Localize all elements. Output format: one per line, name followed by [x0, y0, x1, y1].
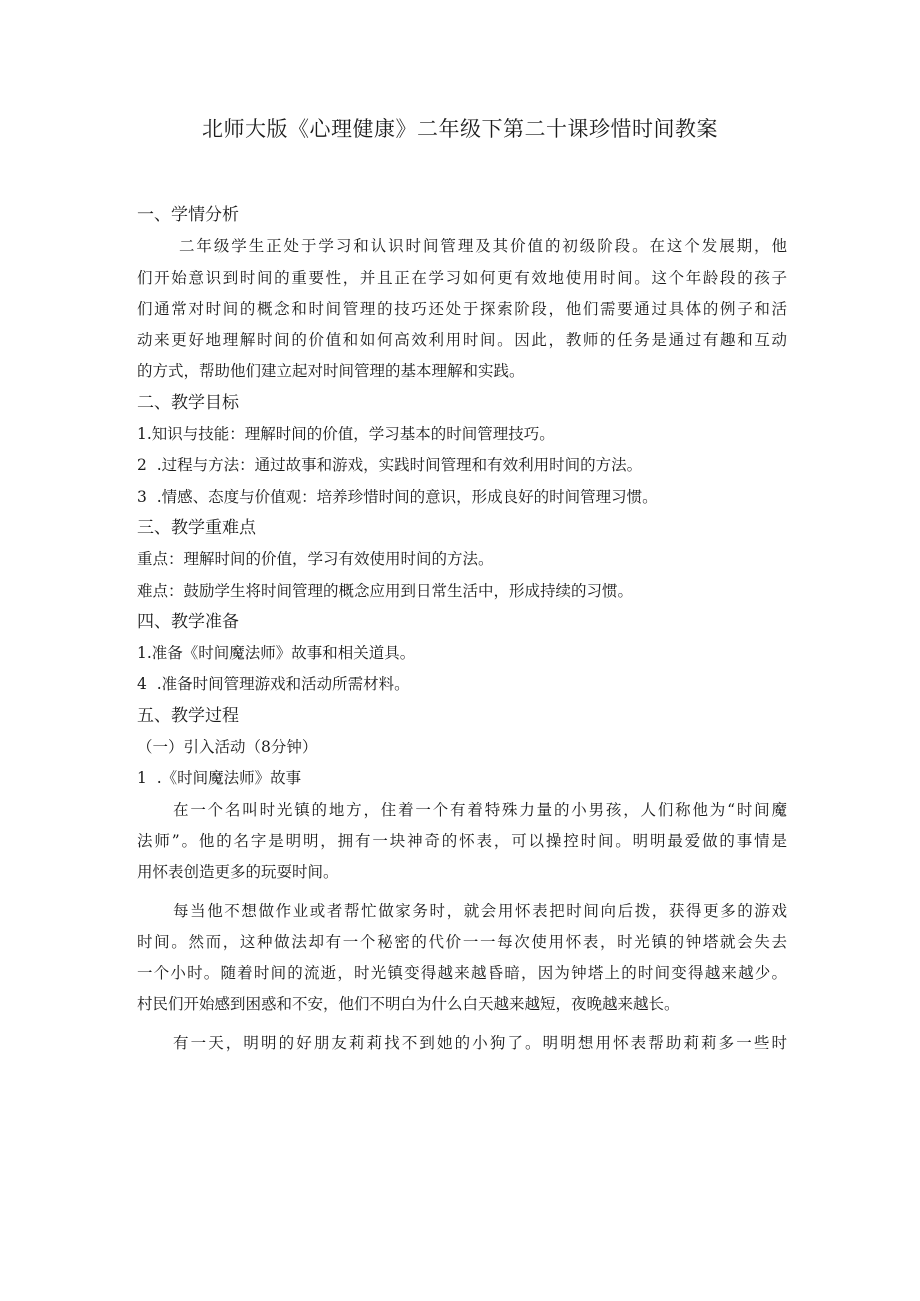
paragraph-line: 时间。然而，这种做法却有一个秘密的代价一一每次使用怀表，时光镇的钟塔就会失去	[137, 932, 787, 951]
story-paragraph-3	[137, 1028, 787, 1059]
analysis-paragraph	[137, 231, 787, 387]
section-heading-analysis: 一、学情分析	[137, 205, 239, 225]
objective-item: 3 .情感、态度与价值观：培养珍惜时间的意识，形成良好的时间管理习惯。	[137, 487, 658, 506]
paragraph-line: 们开始意识到时间的重要性，并且正在学习如何更有效地使用时间。这个年龄段的孩子	[137, 268, 787, 287]
paragraph-line: 在一个名叫时光镇的地方，住着一个有着特殊力量的小男孩，人们称他为“时间魔	[173, 800, 787, 819]
section-heading-process: 五、教学过程	[137, 705, 239, 726]
preparation-item: 4 .准备时间管理游戏和活动所需材料。	[137, 675, 410, 694]
paragraph-line: 一个小时。随着时间的流逝，时光镇变得越来越昏暗，因为钟塔上的时间变得越来越少。	[137, 964, 787, 983]
paragraph-line: 每当他不想做作业或者帮忙做家务时，就会用怀表把时间向后拨，获得更多的游戏	[173, 901, 787, 920]
objective-item: 1.知识与技能：理解时间的价值，学习基本的时间管理技巧。	[137, 425, 555, 444]
paragraph-line: 法师”。他的名字是明明，拥有一块神奇的怀表，可以操控时间。明明最爱做的事情是	[137, 831, 787, 850]
paragraph-line: 二年级学生正处于学习和认识时间管理及其价值的初级阶段。在这个发展期，他	[179, 237, 787, 256]
paragraph-line: 们通常对时间的概念和时间管理的技巧还处于探索阶段，他们需要通过具体的例子和活	[137, 299, 787, 318]
difficult-point-item: 难点：鼓励学生将时间管理的概念应用到日常生活中，形成持续的习惯。	[137, 581, 634, 600]
key-point-item: 重点：理解时间的价值，学习有效使用时间的方法。	[137, 550, 494, 569]
section-heading-key-points: 三、教学重难点	[137, 517, 256, 538]
story-paragraph-1	[137, 795, 787, 889]
subsection-heading-intro: （一）引入活动（8分钟）	[137, 738, 318, 757]
document-body	[137, 200, 787, 1059]
section-heading-objectives: 二、教学目标	[137, 392, 239, 413]
preparation-item: 1.准备《时间魔法师》故事和相关道具。	[137, 644, 416, 663]
paragraph-line: 动来更好地理解时间的价值和如何高效利用时间。因此，教师的任务是通过有趣和互动	[137, 331, 787, 350]
objective-item: 2 .过程与方法：通过故事和游戏，实践时间管理和有效利用时间的方法。	[137, 456, 643, 475]
paragraph-line: 用怀表创造更多的玩耍时间。	[137, 863, 339, 882]
story-title: 1 .《时间魔法师》故事	[137, 769, 302, 788]
paragraph-line: 有一天，明明的好朋友莉莉找不到她的小狗了。明明想用怀表帮助莉莉多一些时	[173, 1033, 787, 1052]
paragraph-line: 村民们开始感到困惑和不安，他们不明白为什么白天越来越短，夜晚越来越长。	[137, 995, 680, 1014]
document-title: 北师大版《心理健康》二年级下第二十课珍惜时间教案	[202, 117, 718, 141]
paragraph-line: 的方式，帮助他们建立起对时间管理的基本理解和实践。	[137, 362, 525, 381]
section-heading-preparation: 四、教学准备	[137, 611, 239, 632]
story-paragraph-2	[137, 896, 787, 1021]
